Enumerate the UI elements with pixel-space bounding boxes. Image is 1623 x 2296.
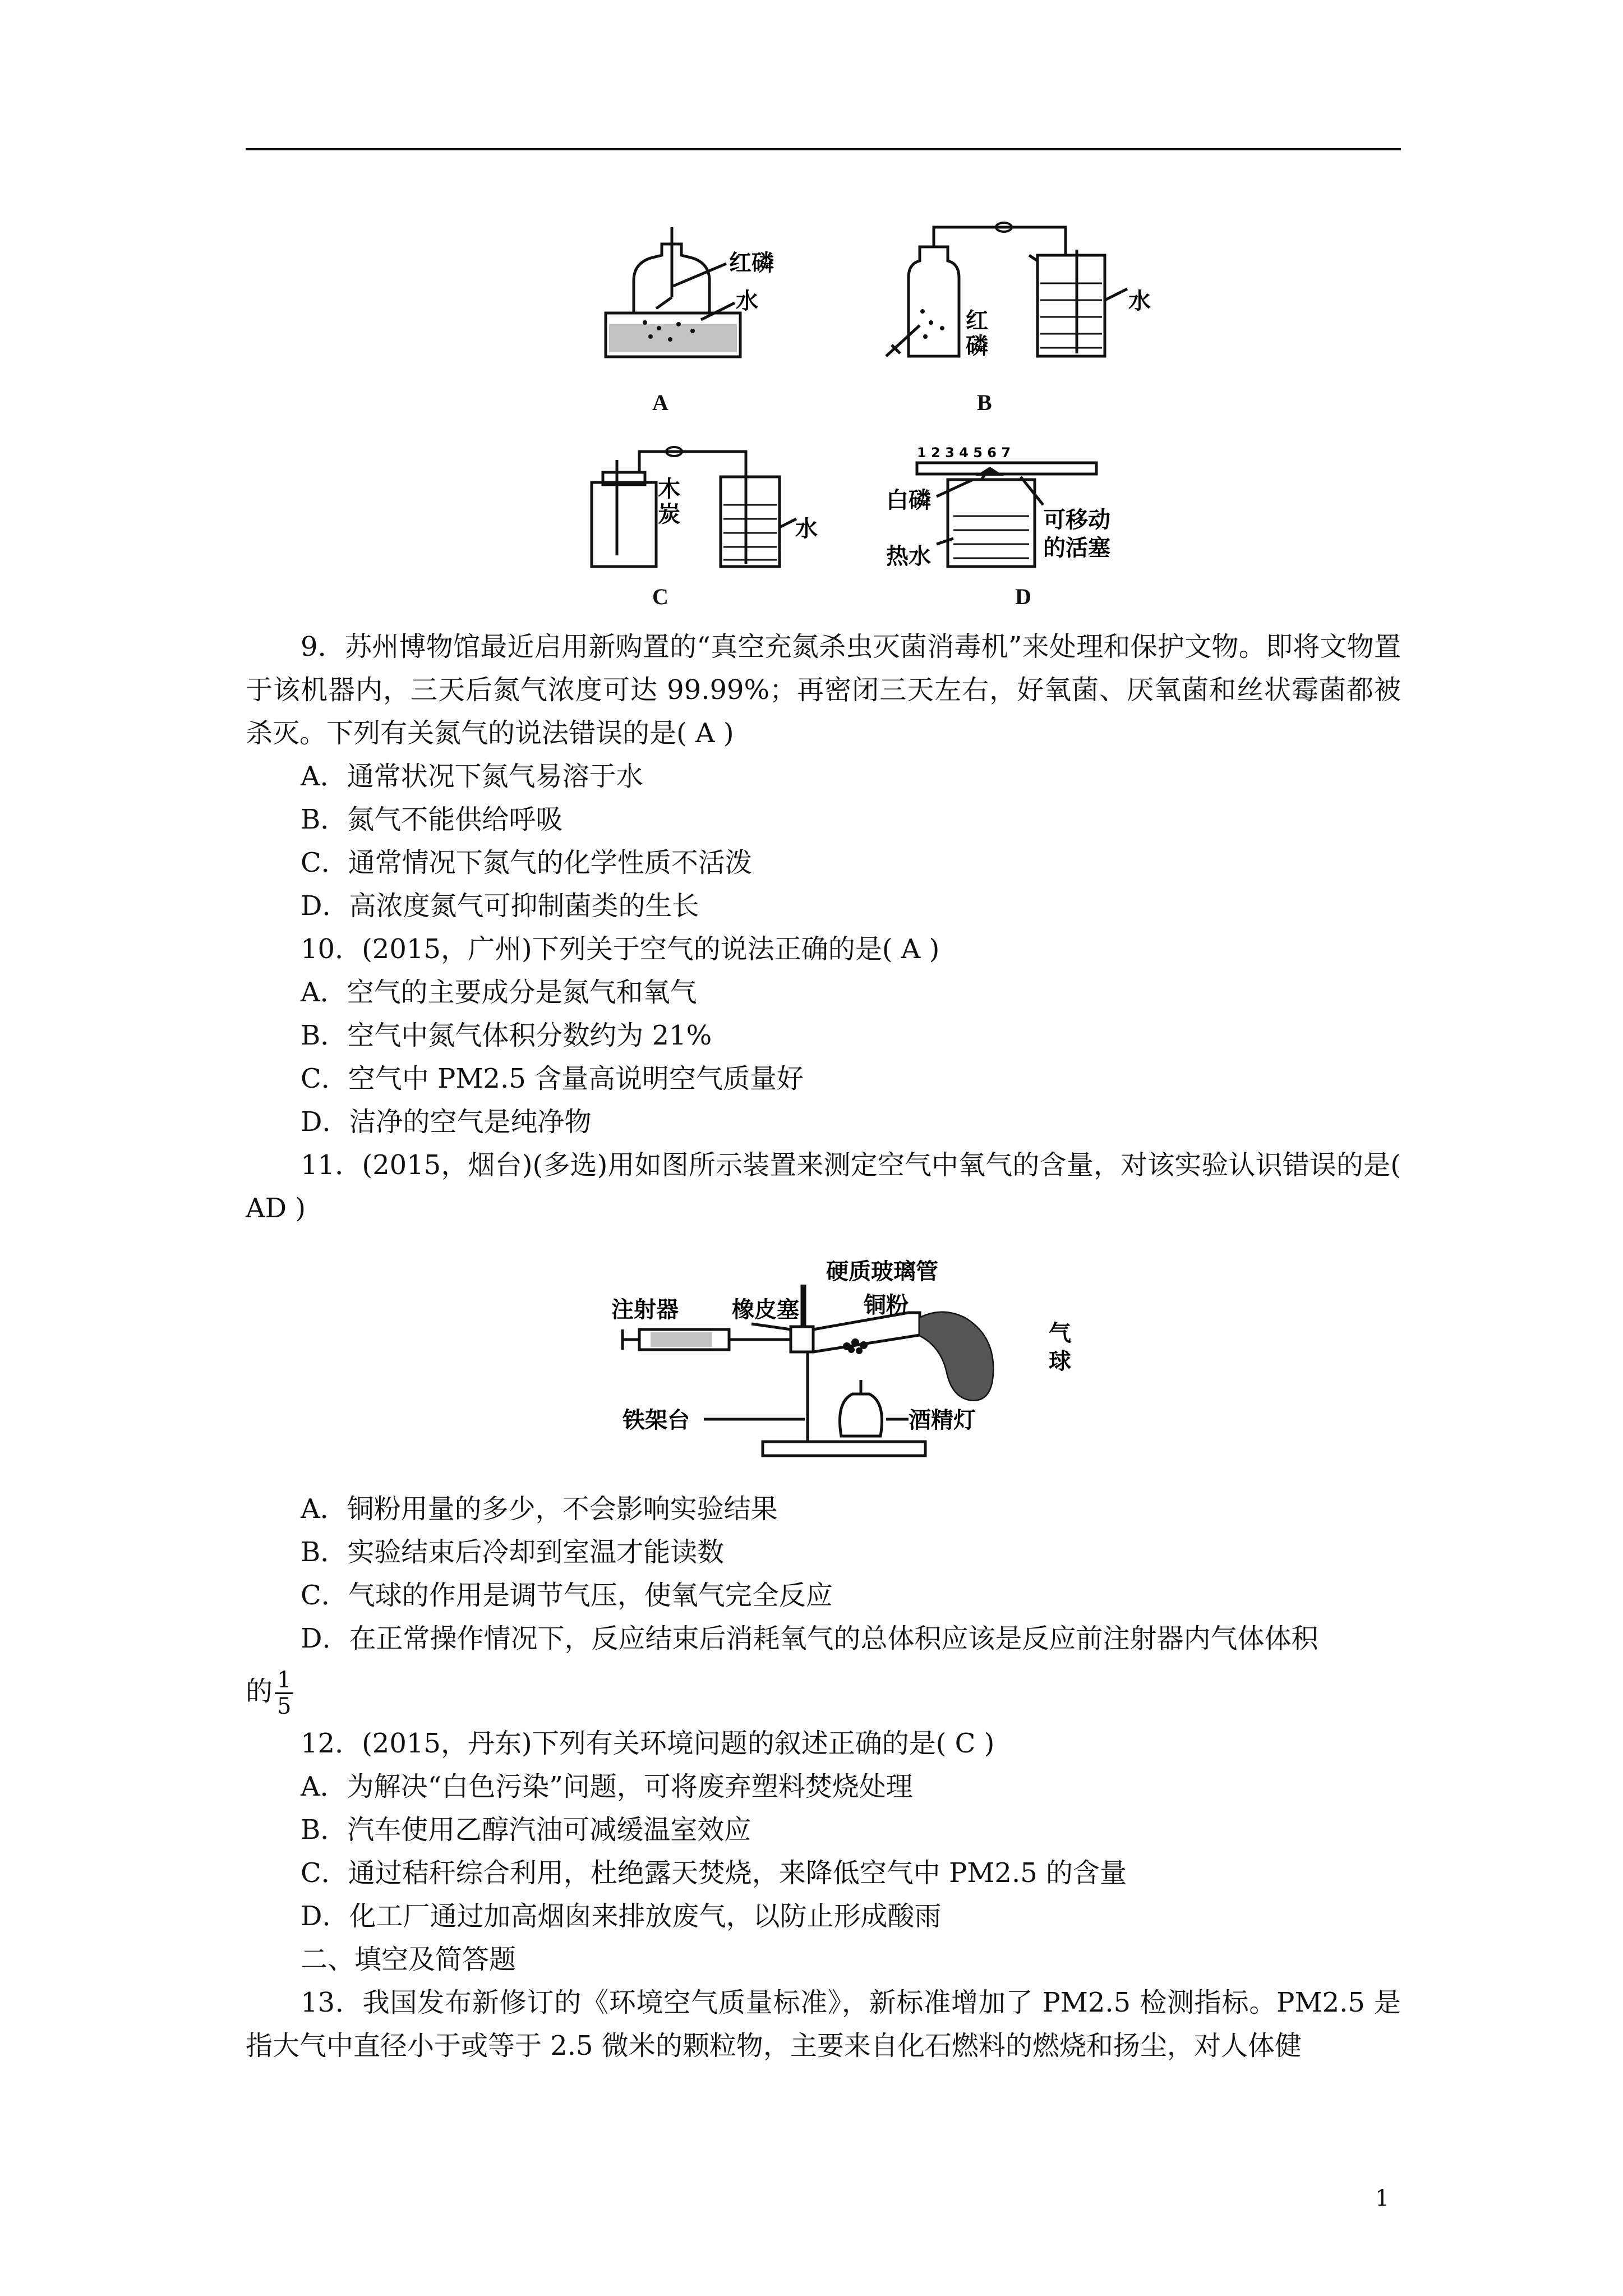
figure-d-label-piston: 的活塞: [1043, 535, 1110, 561]
q11-option-a: A．铜粉用量的多少，不会影响实验结果: [301, 1493, 778, 1525]
figure-c-label-wood: 木: [658, 476, 680, 502]
apparatus-label-balloon-1: 气: [1049, 1320, 1071, 1346]
q11-option-b: B．实验结束后冷却到室温才能读数: [301, 1536, 725, 1568]
figure-b-caption: B: [977, 390, 992, 415]
fraction-numerator: 1: [275, 1668, 293, 1694]
figure-b-label-phosphorus: 磷: [966, 333, 988, 359]
figure-a-caption: A: [652, 390, 668, 415]
apparatus-label-syringe: 注射器: [611, 1297, 679, 1323]
q11-stem: 11．(2015，烟台)(多选)用如图所示装置来测定空气中氧气的含量，对该实验认识错误的是( AD ): [246, 1149, 1401, 1224]
q10-option-a: A．空气的主要成分是氮气和氧气: [301, 977, 697, 1008]
figure-d-drawing: [875, 438, 1150, 583]
figure-d-caption: D: [1015, 584, 1031, 609]
fraction-denominator: 5: [277, 1694, 292, 1719]
figure-apparatus: [606, 1251, 1110, 1470]
figure-b-drawing: [869, 216, 1161, 370]
apparatus-label-alcohol-lamp: 酒精灯: [909, 1407, 976, 1433]
q11-option-d-tail: [246, 1660, 1401, 1722]
figure-a: [589, 224, 791, 370]
q11-option-c: C．气球的作用是调节气压，使氧气完全反应: [301, 1580, 833, 1611]
figure-c-label-water: 水: [795, 516, 818, 542]
questions-block-2: [246, 1488, 1401, 2068]
q9-option-d: D．高浓度氮气可抑制菌类的生长: [301, 890, 699, 922]
figure-c-caption: C: [652, 584, 668, 609]
q9-option-a: A．通常状况下氮气易溶于水: [301, 761, 643, 792]
figure-c-drawing: [583, 426, 847, 578]
apparatus-label-rubber-stopper: 橡皮塞: [732, 1297, 799, 1323]
figure-a-label-red-phosphorus: 红磷: [729, 250, 774, 276]
figure-d-label-movable: 可移动: [1043, 507, 1110, 533]
apparatus-label-copper-powder: 铜粉: [864, 1292, 909, 1318]
figure-d: [875, 438, 1150, 583]
fraction-one-fifth: [275, 1668, 293, 1719]
figure-a-drawing: [589, 224, 791, 370]
figure-b-label-water: 水: [1128, 288, 1151, 314]
figure-b-label-red: 红: [966, 308, 988, 334]
q12-option-b: B．汽车使用乙醇汽油可减缓温室效应: [301, 1814, 751, 1846]
q11-option-d-tail-text: 的: [246, 1676, 273, 1707]
figure-d-label-hot-water: 热水: [886, 544, 931, 569]
q9-option-c: C．通常情况下氮气的化学性质不活泼: [301, 847, 752, 878]
q12-stem: 12．(2015，丹东)下列有关环境问题的叙述正确的是( C ): [301, 1728, 995, 1759]
figure-d-scale: 1 2 3 4 5 6 7: [917, 445, 1011, 461]
q12-option-c: C．通过秸秆综合利用，杜绝露天焚烧，来降低空气中 PM2.5 的含量: [301, 1857, 1127, 1889]
q11-option-d: D．在正常操作情况下，反应结束后消耗氧气的总体积应该是反应前注射器内气体体积: [301, 1623, 1318, 1654]
figure-d-label-white-phosphorus: 白磷: [886, 487, 931, 513]
q10-option-b: B．空气中氮气体积分数约为 21%: [301, 1020, 712, 1051]
header-rule: [246, 148, 1401, 150]
q9-option-b: B．氮气不能供给呼吸: [301, 804, 563, 835]
apparatus-label-iron-stand: 铁架台: [623, 1407, 690, 1433]
page-number: 1: [1375, 2185, 1390, 2211]
q10-option-d: D．洁净的空气是纯净物: [301, 1106, 592, 1138]
figure-c: [583, 426, 847, 578]
q13-stem: 13．我国发布新修订的《环境空气质量标准》，新标准增加了 PM2.5 检测指标。PM2.5 是指大气中直径小于或等于 2.5 微米的颗粒物，主要来自化石燃料的燃烧和扬尘，对人体健: [246, 1987, 1401, 2062]
figure-c-label-charcoal: 炭: [658, 501, 680, 527]
q10-option-c: C．空气中 PM2.5 含量高说明空气质量好: [301, 1063, 804, 1094]
figure-b: [869, 216, 1161, 370]
q10-stem: 10．(2015，广州)下列关于空气的说法正确的是( A ): [301, 933, 940, 965]
questions-block-1: [246, 625, 1401, 1230]
apparatus-label-balloon-2: 球: [1049, 1349, 1071, 1374]
q9-stem: 9．苏州博物馆最近启用新购置的“真空充氮杀虫灭菌消毒机”来处理和保护文物。即将文物置于该机器内，三天后氮气浓度可达 99.99%；再密闭三天左右，好氧菌、厌氧菌和丝状霉菌都被杀灭。下列有关氮气的说法错误的是( A ): [246, 631, 1401, 749]
q12-option-a: A．为解决“白色污染”问题，可将废弃塑料焚烧处理: [301, 1771, 913, 1802]
figure-a-label-water: 水: [736, 288, 758, 314]
apparatus-label-glass-tube: 硬质玻璃管: [826, 1259, 938, 1285]
figure-apparatus-drawing: [606, 1251, 1110, 1470]
q12-option-d: D．化工厂通过加高烟囱来排放废气，以防止形成酸雨: [301, 1901, 942, 1932]
section-heading: 二、填空及简答题: [301, 1944, 517, 1975]
